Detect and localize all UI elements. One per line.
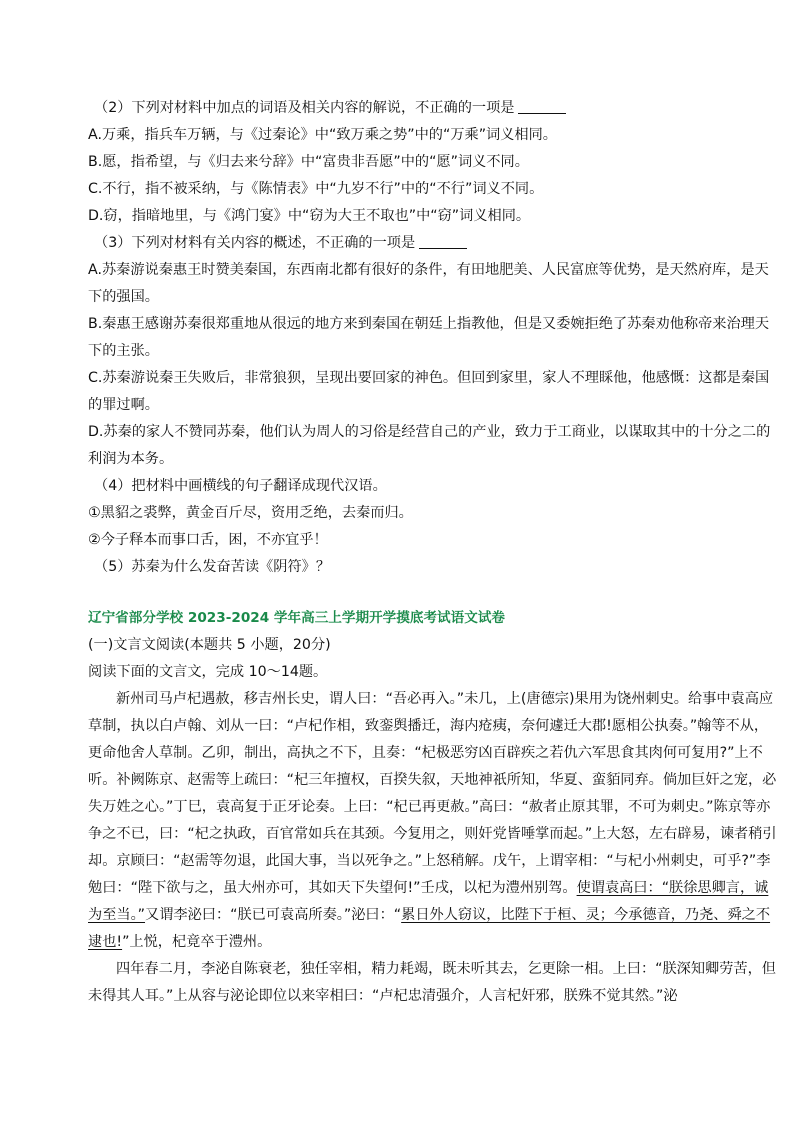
- question-3-text: （3）下列对材料有关内容的概述，不正确的一项是: [94, 235, 416, 251]
- question-3-option-a: A.苏秦游说秦惠王时赞美秦国，东西南北都有很好的条件，有田地肥美、人民富庶等优势，是天然府库，是天下的强国。: [88, 262, 769, 305]
- question-4-stem: （4）把材料中画横线的句子翻译成现代汉语。: [94, 478, 387, 494]
- question-2-option-b: B.愿，指希望，与《归去来兮辞》中“富贵非吾愿”中的“愿”词义不同。: [88, 154, 529, 170]
- passage-paragraph-1: [88, 686, 778, 956]
- passage-text: 又谓李泌曰：“朕已可袁高所奏。”泌曰：“: [145, 907, 402, 923]
- question-3-stem: [88, 230, 778, 257]
- section-instruction: 阅读下面的文言文，完成 10～14题。: [88, 664, 328, 680]
- question-5-stem: （5）苏秦为什么发奋苦读《阴符》？: [94, 559, 331, 575]
- question-2-text: （2）下列对材料中加点的词语及相关内容的解说，不正确的一项是: [94, 100, 515, 116]
- underlined-sentence: 累日外人窃议，比陛下于桓、灵；今承德音，乃尧、舜之不逮也!: [88, 907, 771, 950]
- question-2-option-a: A.万乘，指兵车万辆，与《过秦论》中“致万乘之势”中的“万乘”词义相同。: [88, 127, 557, 143]
- question-4-item-1: ①黑貂之裘弊，黄金百斤尽，资用乏绝，去秦而归。: [88, 505, 413, 521]
- underlined-sentence: 使谓袁高曰：“朕徐思卿言，诚为至当。”: [88, 880, 769, 923]
- passage-text: 新州司马卢杞遇赦，移吉州长史，谓人曰：“吾必再入。”未几，上(唐德宗)果用为饶州刺史。给事中袁高应草制，执以白卢翰、刘从一曰：“卢杞作相，致銮舆播迁，海内疮痍，奈何遽迁大郡!愿相公执奏。”翰等不从，更命他舍人草制。乙卯，制出，高执之不下，且奏：“杞极恶穷凶百辟疾之若仇六军思食其肉何可复用?”上不听。补阙陈京、赵需等上疏曰：“杞三年擅权，百揆失叙，天地神祇所知，华夏、蛮貊同弃。倘加巨奸之宠，必失万姓之心。”丁巳，袁高复于正牙论奏。上曰：“杞已再更赦。”高曰：“赦者止原其罪，不可为刺史。”陈京等亦争之不已，曰：“杞之执政，百官常如兵在其颈。今复用之，则奸党皆唾掌而起。”上大怒，左右辟易，谏者稍引却。京顾曰：“赵需等勿退，此国大事，当以死争之。”上怒稍解。戊午，上谓宰相：“与杞小州刺史，可乎?”李勉曰：“陛下欲与之，虽大州亦可，其如天下失望何!”壬戌，以杞为澧州别驾。: [88, 691, 777, 896]
- section-part-heading: (一)文言文阅读(本题共 5 小题，20分): [88, 637, 331, 653]
- document-content: [88, 95, 778, 1010]
- passage-paragraph-2: 四年春二月，李泌自陈衰老，独任宰相，精力耗竭，既未听其去，乞更除一相。上曰：“朕深知卿劳苦，但未得其人耳。”上从容与泌论即位以来宰相曰：“卢杞忠清强介，人言杞奸邪，朕殊不觉其然。”泌: [88, 961, 776, 1004]
- answer-blank: [419, 234, 467, 249]
- section-title: 辽宁省部分学校 2023-2024 学年高三上学期开学摸底考试语文试卷: [88, 610, 506, 626]
- question-3-option-c: C.苏秦游说秦王失败后，非常狼狈，呈现出要回家的神色。但回到家里，家人不理睬他，他感慨：这都是秦国的罪过啊。: [88, 370, 770, 413]
- question-2-stem: [88, 95, 778, 122]
- question-2-option-d: D.窃，指暗地里，与《鸿门宴》中“窃为大王不取也”中“窃”词义相同。: [88, 208, 531, 224]
- passage-text: ”上悦，杞竟卒于澧州。: [122, 934, 272, 950]
- question-3-option-b: B.秦惠王感谢苏秦很郑重地从很远的地方来到秦国在朝廷上指教他，但是又委婉拒绝了苏秦劝他称帝来治理天下的主张。: [88, 316, 770, 359]
- question-2-option-c: C.不行，指不被采纳，与《陈情表》中“九岁不行”中的“不行”词义不同。: [88, 181, 544, 197]
- question-3-option-d: D.苏秦的家人不赞同苏秦，他们认为周人的习俗是经营自己的产业，致力于工商业，以谋取其中的十分之二的利润为本务。: [88, 424, 771, 467]
- answer-blank: [518, 99, 566, 114]
- question-4-item-2: ②今子释本而事口舌，困，不亦宜乎！: [88, 532, 328, 548]
